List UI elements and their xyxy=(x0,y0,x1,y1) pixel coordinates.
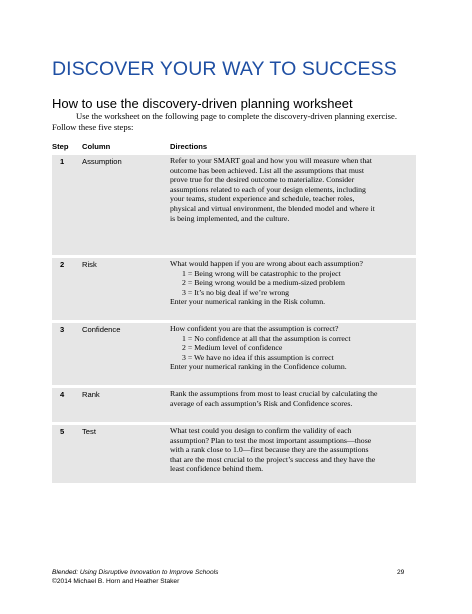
table-row xyxy=(52,155,416,255)
directions-text xyxy=(170,323,412,374)
directions-line: outcome has been achieved. List all the assumptions that must xyxy=(170,165,365,175)
step-number: 4 xyxy=(60,390,65,399)
directions-line: 1 = Being wrong will be catastrophic to the project xyxy=(182,268,341,278)
table-header xyxy=(52,142,416,152)
step-number: 3 xyxy=(60,325,65,334)
column-name: Test xyxy=(82,427,96,436)
directions-line: Refer to your SMART goal and how you will measure when that xyxy=(170,156,372,165)
directions-text xyxy=(170,388,412,410)
directions-text xyxy=(170,425,412,476)
page-title: DISCOVER YOUR WAY TO SUCCESS xyxy=(52,58,397,80)
page-number: 29 xyxy=(397,569,405,576)
directions-line: assumption? Plan to test the most important assumptions—those xyxy=(170,435,372,445)
directions-line: What test could you design to confirm the validity of each xyxy=(170,426,352,435)
footer xyxy=(52,569,218,586)
column-name: Risk xyxy=(82,260,97,269)
section-title: How to use the discovery-driven planning worksheet xyxy=(52,96,353,111)
directions-text xyxy=(170,258,412,309)
directions-line: least confidence behind them. xyxy=(170,464,264,474)
intro-paragraph: Use the worksheet on the following page to complete the discovery-driven planning exercise. Follow these five steps: xyxy=(52,111,397,132)
directions-line: that are the most crucial to the project’s success and they have the xyxy=(170,454,376,464)
directions-line: Enter your numerical ranking in the Confidence column. xyxy=(170,362,347,372)
directions-line: your teams, student experience and schedule, teacher roles, xyxy=(170,194,355,204)
directions-line: 1 = No confidence at all that the assumption is correct xyxy=(182,333,351,343)
directions-text xyxy=(170,155,412,225)
header-step: Step xyxy=(52,142,69,151)
header-directions: Directions xyxy=(170,142,208,151)
table-row xyxy=(52,388,416,422)
directions-line: assumptions related to each of your design elements, including xyxy=(170,184,366,194)
directions-line: is being implemented, and the culture. xyxy=(170,213,290,223)
footer-copyright: ©2014 Michael B. Horn and Heather Staker xyxy=(52,577,180,585)
directions-line: average of each assumption’s Risk and Confidence scores. xyxy=(170,398,353,408)
directions-line: prove true for the desired outcome to materialize. Consider xyxy=(170,175,355,185)
directions-line: Enter your numerical ranking in the Risk column. xyxy=(170,297,326,307)
directions-line: with a rank close to 1.0—first because they are the assumptions xyxy=(170,445,369,455)
directions-line: 2 = Being wrong would be a medium-sized problem xyxy=(182,278,345,288)
step-number: 1 xyxy=(60,157,65,166)
directions-line: How confident you are that the assumption is correct? xyxy=(170,324,339,333)
footer-book-title: Blended: Using Disruptive Innovation to Improve Schools xyxy=(52,569,219,576)
directions-line: What would happen if you are wrong about each assumption? xyxy=(170,259,363,268)
directions-line: 3 = We have no idea if this assumption is correct xyxy=(182,352,334,362)
table-row xyxy=(52,258,416,320)
column-name: Rank xyxy=(82,390,100,399)
step-number: 5 xyxy=(60,427,65,436)
column-name: Confidence xyxy=(82,325,121,334)
directions-line: Rank the assumptions from most to least crucial by calculating the xyxy=(170,389,378,398)
steps-table xyxy=(52,142,416,483)
column-name: Assumption xyxy=(82,157,122,166)
step-number: 2 xyxy=(60,260,65,269)
directions-line: 3 = It’s no big deal if we’re wrong xyxy=(182,287,290,297)
header-column: Column xyxy=(82,142,111,151)
table-row xyxy=(52,425,416,483)
directions-line: physical and virtual environment, the blended model and where it xyxy=(170,203,375,213)
directions-line: 2 = Medium level of confidence xyxy=(182,343,283,353)
table-row xyxy=(52,323,416,385)
